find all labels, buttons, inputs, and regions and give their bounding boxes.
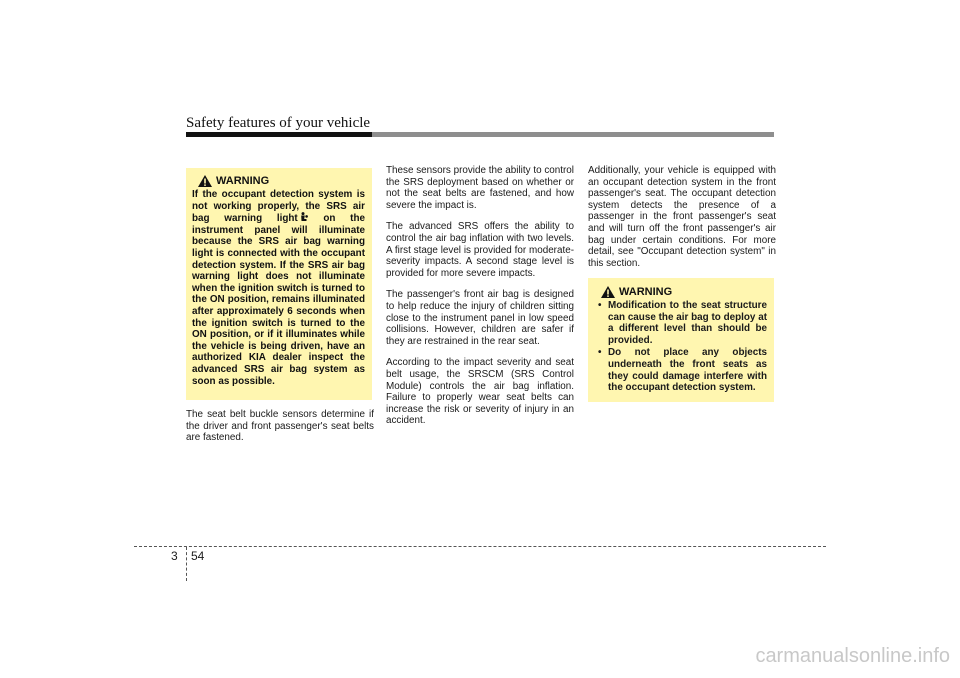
header-rule [186, 132, 774, 137]
column-1 [186, 409, 374, 454]
warning-title: WARNING [619, 286, 673, 298]
paragraph: These sensors provide the ability to control the SRS deployment based on whether or not the seat belts are fastened, and how severe the impact is. [386, 165, 574, 211]
warning-box-occupant-detection [186, 168, 372, 400]
paragraph: The passenger's front air bag is designed to help reduce the injury of children sitting close to the instrument panel in low speed collisions. However, children are safer if they are restrained in the rear seat. [386, 289, 574, 347]
footer-rule [134, 546, 826, 547]
column-2 [386, 165, 574, 437]
paragraph: Additionally, your vehicle is equipped with an occupant detection system in the front passenger's seat. The occupant detection system detects the presence of a passenger in the front passenger's seat and will turn off the front passenger's air bag under certain conditions. For more detail, see "Occupant detection system" in this section. [588, 165, 776, 269]
warning-text: If the occupant detection system is not working properly, the SRS air bag warning light on the instrument panel will illuminate because the SRS air bag warning light is connected with the occupant detection system. If the SRS air bag warning light does not illuminate when the ignition switch is turned to the ON position, remains illuminated after approximately 6 seconds when the ignition switch is turned to the ON position, or if it illuminates while the vehicle is being driven, have an authorized KIA dealer inspect the advanced SRS air bag system as soon as possible. [192, 189, 365, 387]
footer-divider [186, 547, 187, 581]
column-3 [588, 165, 776, 279]
warning-list [595, 300, 767, 394]
chapter-number: 3 [171, 549, 178, 563]
paragraph: According to the impact severity and seat belt usage, the SRSCM (SRS Control Module) controls the air bag inflation. Failure to properly wear seat belts can increase the risk or severity of injury in an accident. [386, 357, 574, 427]
list-item: • Do not place any objects underneath the front seats as they could damage interfere with the occupant detection system. [595, 347, 767, 393]
paragraph: The seat belt buckle sensors determine if the driver and front passenger's seat belts are fastened. [186, 409, 374, 444]
page-number: 54 [191, 549, 205, 563]
warning-triangle-icon [198, 175, 212, 187]
warning-title: WARNING [216, 175, 270, 187]
airbag-warning-icon [299, 212, 308, 222]
page-title: Safety features of your vehicle [186, 115, 371, 131]
warning-triangle-icon [601, 286, 615, 298]
list-item: • Modification to the seat structure can cause the air bag to deploy at a different level than should be provided. [595, 300, 767, 346]
paragraph: The advanced SRS offers the ability to control the air bag inflation with two levels. A first stage level is provided for moderate-severity impacts. A second stage level is provided for more severe impacts. [386, 221, 574, 279]
watermark: carmanualsonline.info [755, 645, 950, 667]
warning-box-seat-modification [588, 278, 774, 402]
